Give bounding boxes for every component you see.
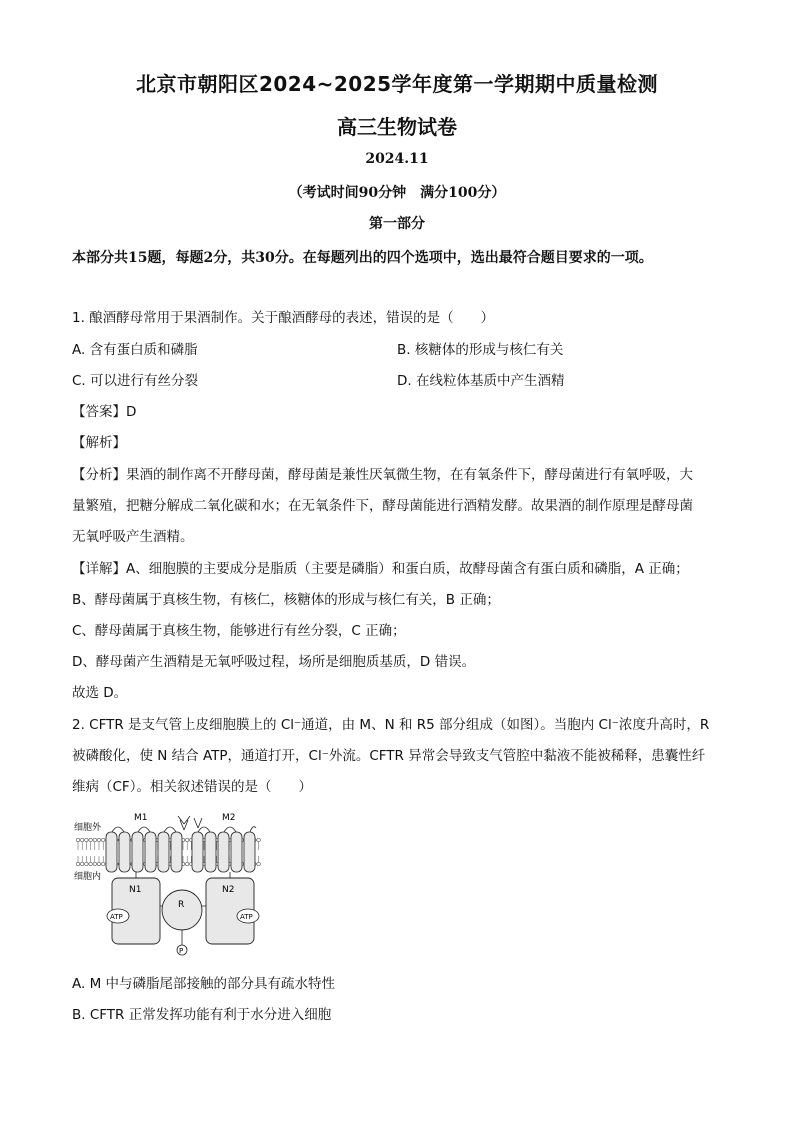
q1-fenxi-line1	[72, 463, 732, 483]
lipid-head	[85, 838, 89, 842]
q2-option-a: A. M 中与磷脂尾部接触的部分具有疏水特性	[72, 976, 336, 992]
q1-detail-line2: B、酵母菌属于真核生物，有核仁，核糖体的形成与核仁有关，B 正确；	[72, 592, 500, 608]
q1-fenxi-line3: 无氧呼吸产生酒精。	[72, 529, 194, 545]
part-heading: 第一部分	[369, 216, 425, 232]
label-m2: M2	[222, 813, 236, 823]
m2-domain	[192, 832, 255, 872]
glycan-branches	[178, 816, 202, 830]
q1-stem: 1. 酿酒酵母常用于果酒制作。关于酿酒酵母的表述，错误的是（ ）	[72, 310, 495, 326]
q1-option-b: B. 核糖体的形成与核仁有关	[397, 342, 564, 358]
exam-info: （考试时间90分钟 满分100分）	[288, 185, 506, 201]
lipid-head	[89, 862, 93, 866]
q1-option-c: C. 可以进行有丝分裂	[72, 373, 199, 389]
label-m1: M1	[134, 813, 148, 823]
exam-title: 北京市朝阳区2024~2025学年度第一学期期中质量检测	[135, 72, 659, 96]
label-inside: 细胞内	[74, 872, 102, 882]
r-domain	[162, 890, 202, 930]
q1-fenxi-line2: 量繁殖，把糖分解成二氧化碳和水；在无氧条件下，酵母菌能进行酒精发酵。故果酒的制作原理是酵母菌	[72, 498, 693, 514]
q1-option-a: A. 含有蛋白质和磷脂	[72, 342, 198, 358]
fenxi-tag: 【分析】	[72, 467, 126, 483]
q1-detail-line4: D、酵母菌产生酒精是无氧呼吸过程，场所是细胞质基质，D 错误。	[72, 654, 476, 670]
q1-conclusion: 故选 D。	[72, 685, 128, 701]
lipid-head	[97, 838, 101, 842]
q1-analysis-tag: 【解析】	[72, 435, 126, 451]
q1-detail-line3: C、酵母菌属于真核生物，能够进行有丝分裂，C 正确；	[72, 623, 406, 639]
q1-option-d: D. 在线粒体基质中产生酒精	[397, 373, 565, 389]
label-p: P	[179, 947, 184, 955]
lipid-head	[80, 838, 84, 842]
m1-domain	[106, 832, 182, 872]
label-outside: 细胞外	[74, 823, 102, 833]
label-atp-left: ATP	[110, 913, 123, 921]
exam-date: 2024.11	[365, 151, 429, 167]
answer-value: D	[126, 404, 137, 420]
q2-option-b: B. CFTR 正常发挥功能有利于水分进入细胞	[72, 1007, 332, 1023]
q1-detail-line1	[72, 557, 732, 577]
answer-tag: 【答案】	[72, 404, 126, 420]
detail-tag: 【详解】	[72, 561, 126, 577]
lipid-head	[85, 862, 89, 866]
part-instructions: 本部分共15题，每题2分，共30分。在每题列出的四个选项中，选出最符合题目要求的一项。	[72, 250, 653, 266]
lipid-head	[185, 838, 189, 842]
q2-stem-line1: 2. CFTR 是支气管上皮细胞膜上的 Cl⁻通道，由 M、N 和 R5 部分组成（如图）。当胞内 Cl⁻浓度升高时，R	[72, 717, 710, 733]
cftr-diagram	[72, 806, 262, 958]
label-n2: N2	[222, 885, 235, 895]
lipid-head	[89, 838, 93, 842]
fenxi-text: 果酒的制作离不开酵母菌，酵母菌是兼性厌氧微生物，在有氧条件下，酵母菌进行有氧呼吸，大	[126, 467, 693, 483]
detail-text: A、细胞膜的主要成分是脂质（主要是磷脂）和蛋白质，故酵母菌含有蛋白质和磷脂，A 正确；	[126, 561, 689, 577]
q2-stem-line3: 维病（CF）。相关叙述错误的是（ ）	[72, 779, 312, 795]
lipid-head	[97, 862, 101, 866]
label-n1: N1	[129, 885, 142, 895]
label-atp-right: ATP	[240, 913, 253, 921]
lipid-head	[257, 838, 261, 842]
label-r: R	[178, 900, 185, 910]
lipid-head	[80, 862, 84, 866]
lipid-head	[185, 862, 189, 866]
q2-stem-line2: 被磷酸化，使 N 结合 ATP，通道打开，Cl⁻外流。CFTR 异常会导致支气管腔中黏液不能被稀释，患囊性纤	[72, 748, 706, 764]
lipid-head	[101, 862, 105, 866]
lipid-head	[101, 838, 105, 842]
lipid-head	[93, 862, 97, 866]
exam-subtitle: 高三生物试卷	[337, 115, 457, 139]
lipid-head	[257, 862, 261, 866]
q1-answer-line	[72, 400, 732, 420]
lipid-head	[76, 838, 80, 842]
lipid-head	[93, 838, 97, 842]
lipid-head	[76, 862, 80, 866]
